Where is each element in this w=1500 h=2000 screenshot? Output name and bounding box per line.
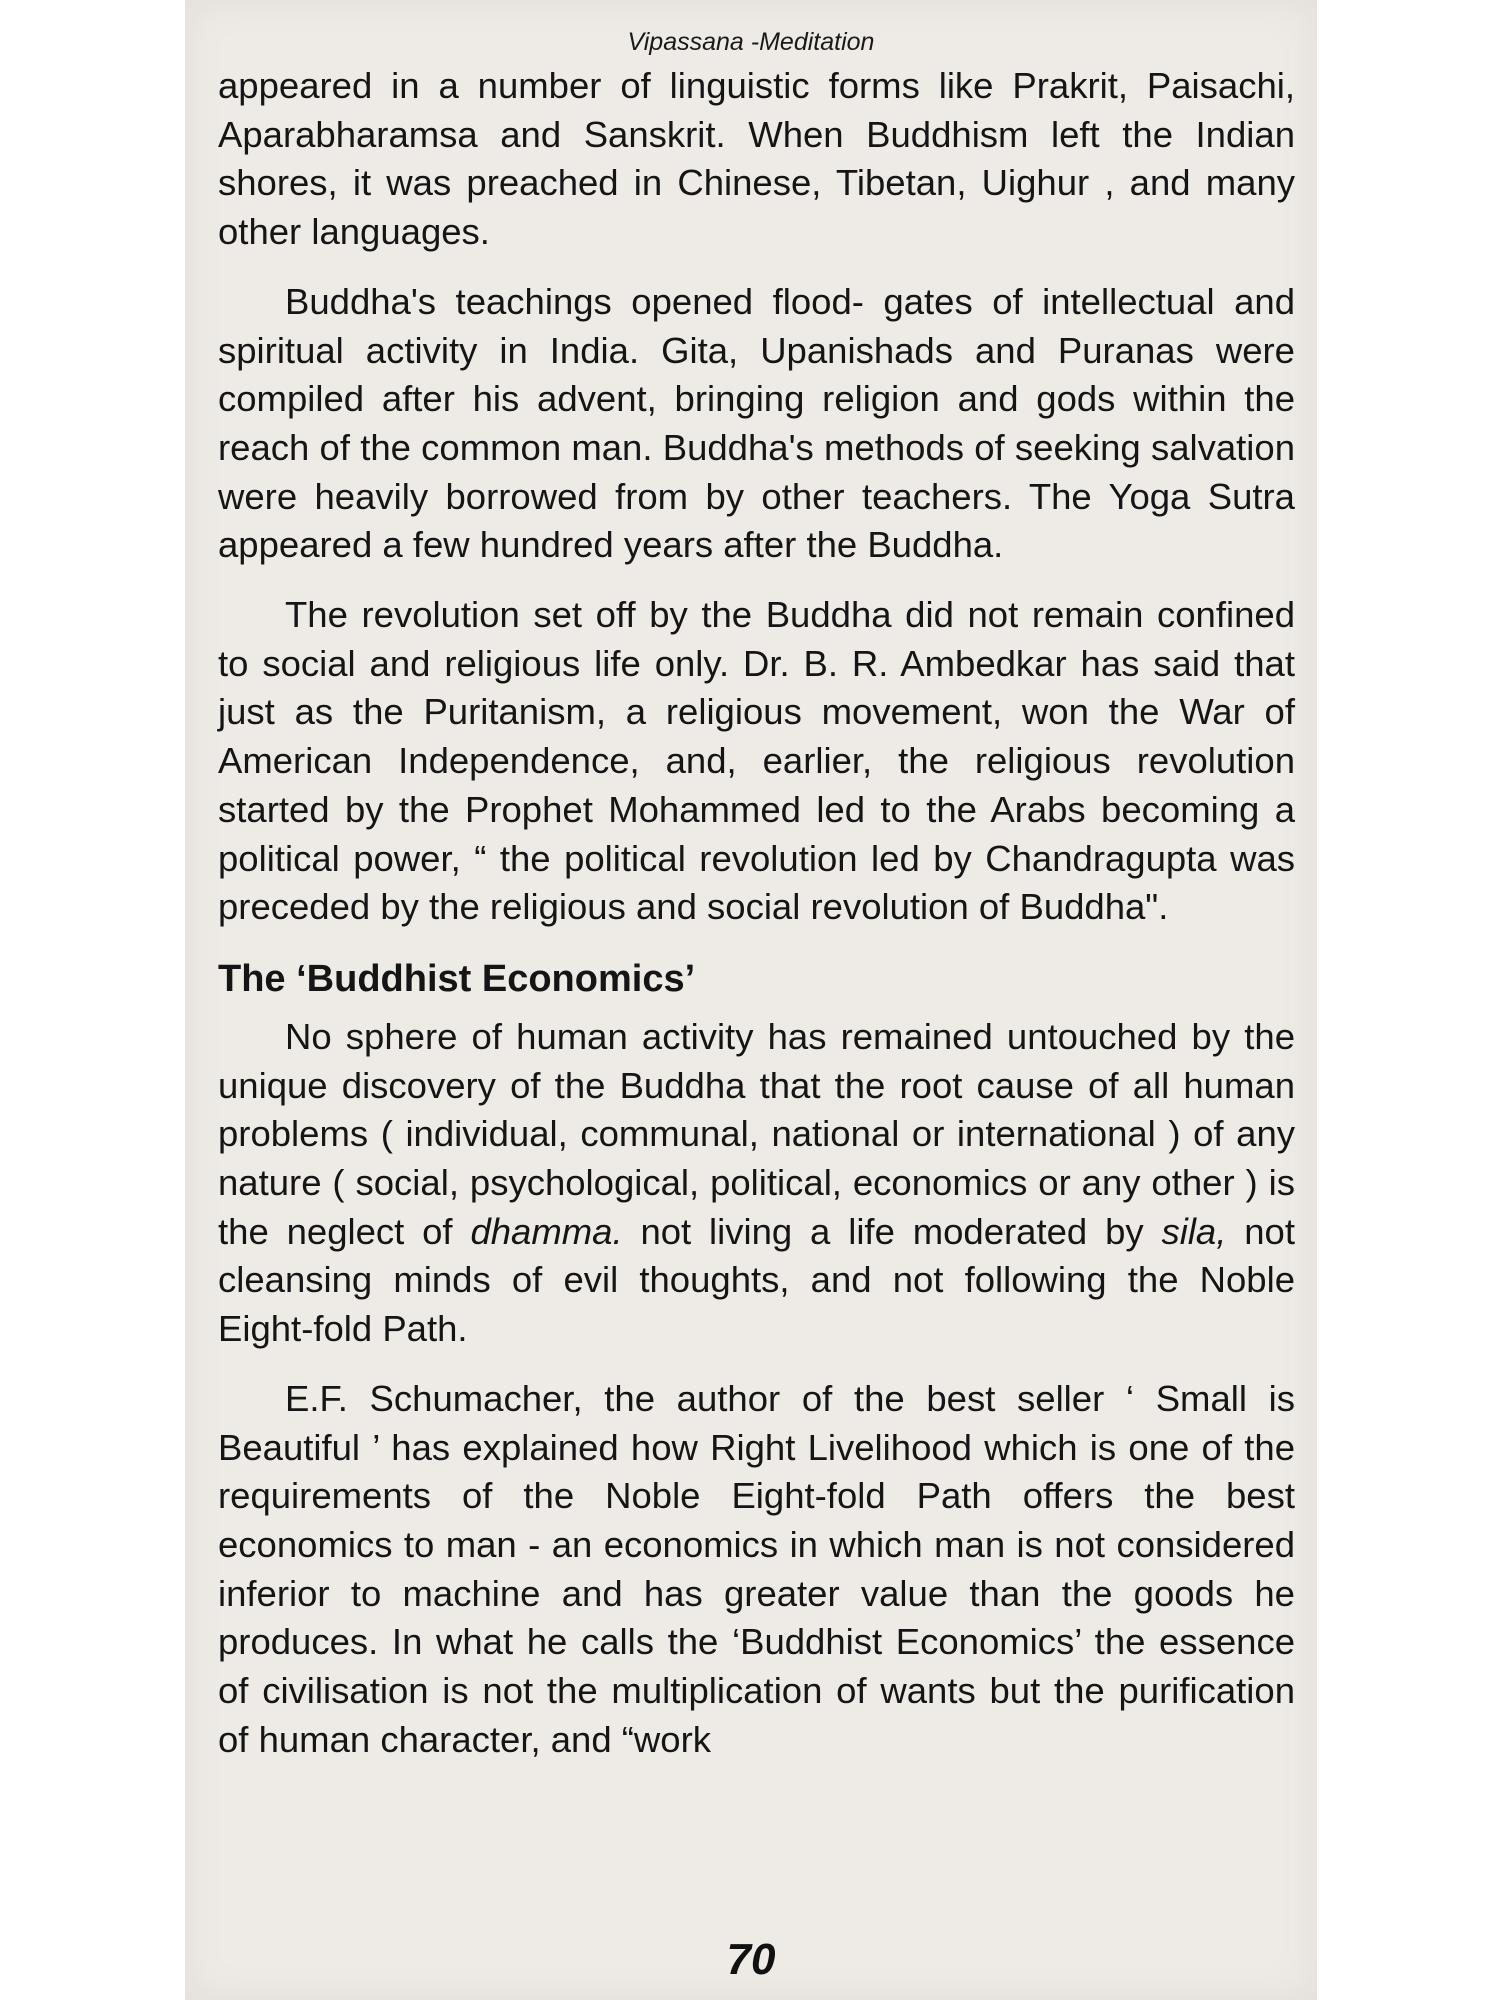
paragraph-4-text-b: not living a life moderated by — [622, 1210, 1162, 1252]
paragraph-4-text-c: not cleansing minds of evil thoughts, and not following the Noble Eight-fold Path. — [218, 1210, 1295, 1350]
paragraph-2: Buddha's teachings opened flood- gates of intellectual and spiritual activity in India. Gita, Upanishads and Puranas were compiled after his advent, bringing religion and gods within the reach of the common man. Buddha's methods of seeking salvation were heavily borrowed from by other teachers. The Yoga Sutra appeared a few hundred years after the Buddha. — [218, 280, 1295, 566]
paragraph-1: appeared in a number of linguistic forms like Prakrit, Paisachi, Aparabharamsa and Sanskrit. When Buddhism left the Indian shores, it was preached in Chinese, Tibetan, Uighur , and many other languages. — [218, 65, 1295, 253]
page-number: 70 — [726, 1935, 776, 1984]
paragraph-5: E.F. Schumacher, the author of the best seller ‘ Small is Beautiful ’ has explained how Right Livelihood which is one of the requirements of the Noble Eight-fold Path offers the best economics to man - an economics in which man is not considered inferior to machine and has greater value than the goods he produces. In what he calls the ‘Buddhist Economics’ the essence of civilisation is not the multiplication of wants but the purification of human character, and “work — [218, 1377, 1295, 1760]
sila-term: sila, — [1161, 1210, 1227, 1252]
paragraph-4-text-a: No sphere of human activity has remained untouched by the unique discovery of the Buddha that the root cause of all human problems ( individual, communal, national or international ) of any nature ( social, psychological, political, economics or any other ) is the neglect of — [218, 1015, 1295, 1252]
section-heading: The ‘Buddhist Economics’ — [218, 957, 696, 1000]
dhamma-term: dhamma. — [470, 1210, 623, 1252]
paragraph-4 — [218, 1013, 1295, 1354]
running-title: Vipassana -Meditation — [627, 28, 875, 56]
page-body — [218, 62, 1295, 1786]
paragraph-3: The revolution set off by the Buddha did not remain confined to social and religious life only. Dr. B. R. Ambedkar has said that just as the Puritanism, a religious movement, won the War of American Independence, and, earlier, the religious revolution started by the Prophet Mohammed led to the Arabs becoming a political power, “ the political revolution led by Chandragupta was preceded by the religious and social revolution of Buddha". — [218, 594, 1295, 928]
book-page — [185, 0, 1317, 2000]
